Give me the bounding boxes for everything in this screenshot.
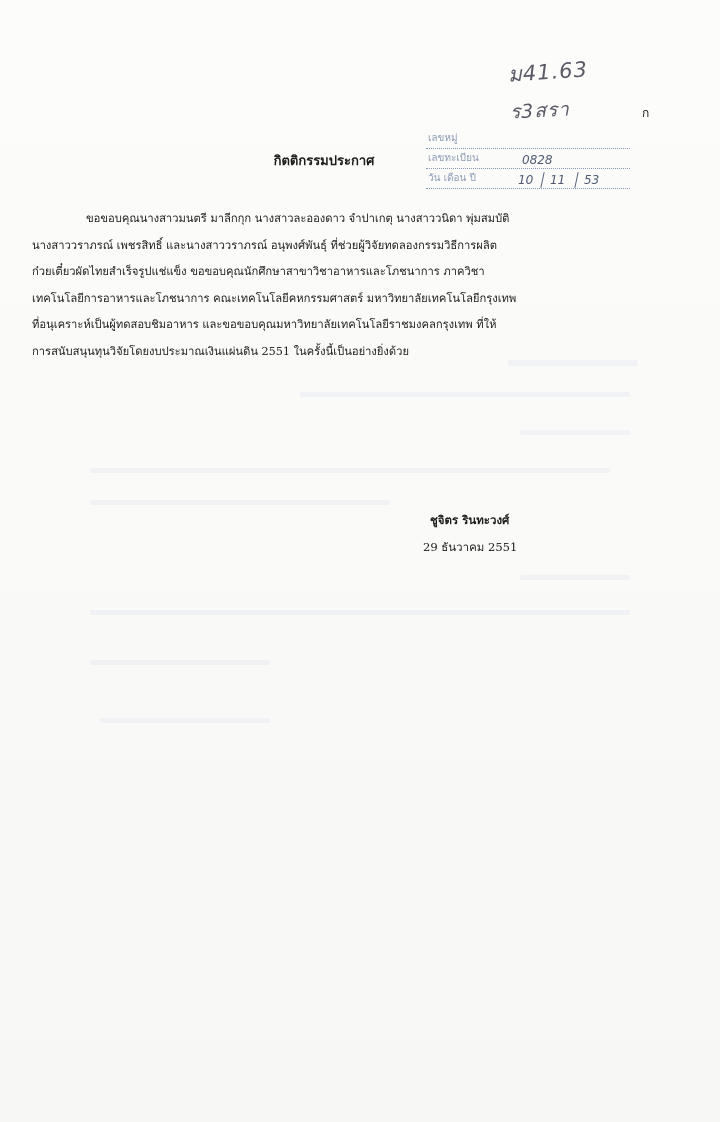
bleed-through-mark [90, 468, 610, 473]
stamp-label-registration: เลขทะเบียน [428, 153, 479, 164]
body-line: นางสาววราภรณ์ เพชรสิทธิ์ และนางสาววราภรณ์ อนุพงศ์พันธุ์ ที่ช่วยผู้วิจัยทดลองกรรมวิธีการผลิต [32, 238, 497, 252]
acknowledgement-body [32, 206, 636, 366]
stamp-slash [540, 172, 544, 188]
handwritten-code: ร3สรา [509, 98, 571, 124]
body-line: การสนับสนุนทุนวิจัยโดยงบประมาณเงินแผ่นดิน 2551 ในครั้งนี้เป็นอย่างยิ่งด้วย [32, 344, 409, 358]
body-line: ก๋วยเตี๋ยวผัดไทยสำเร็จรูปแช่แข็ง ขอขอบคุณนักศึกษาสาขาวิชาอาหารและโภชนาการ ภาควิชา [32, 265, 485, 279]
stamp-row-date [426, 172, 630, 189]
stamp-registration-number: 0828 [522, 153, 553, 167]
page-number: ก [642, 106, 650, 120]
stamp-label-date: วัน เดือน ปี [428, 173, 476, 184]
stamp-month: 11 [550, 173, 566, 187]
page-title: กิตติกรรมประกาศ [273, 154, 375, 169]
stamp-label-call-number: เลขหมู่ [428, 133, 458, 144]
stamp-year: 53 [584, 173, 600, 187]
bleed-through-mark [90, 610, 630, 615]
stamp-day: 10 [518, 173, 534, 187]
body-line: ขอขอบคุณนางสาวมนตรี มาลีกกุก นางสาวละอองดาว จำปาเกตุ นางสาววนิดา พุ่มสมบัติ [86, 212, 510, 225]
body-line: เทคโนโลยีการอาหารและโภชนาการ คณะเทคโนโลยีคหกรรมศาสตร์ มหาวิทยาลัยเทคโนโลยีกรุงเทพ [32, 291, 517, 305]
stamp-row-call-number [426, 132, 630, 149]
signature-date: 29 ธันวาคม 2551 [423, 540, 518, 554]
body-line: ที่อนุเคราะห์เป็นผู้ทดสอบชิมอาหาร และขอขอบคุณมหาวิทยาลัยเทคโนโลยีราชมงคลกรุงเทพ ที่ให้ [32, 318, 497, 332]
signer-name: ชูจิตร รินทะวงศ์ [430, 513, 510, 527]
bleed-through-mark [90, 660, 270, 665]
bleed-through-mark [300, 392, 630, 397]
handwritten-call-number: ม41.63 [507, 57, 589, 87]
stamp-slash [574, 172, 578, 188]
bleed-through-mark [520, 430, 630, 435]
bleed-through-mark [520, 575, 630, 580]
bleed-through-mark [100, 718, 270, 723]
bleed-through-mark [90, 500, 390, 505]
